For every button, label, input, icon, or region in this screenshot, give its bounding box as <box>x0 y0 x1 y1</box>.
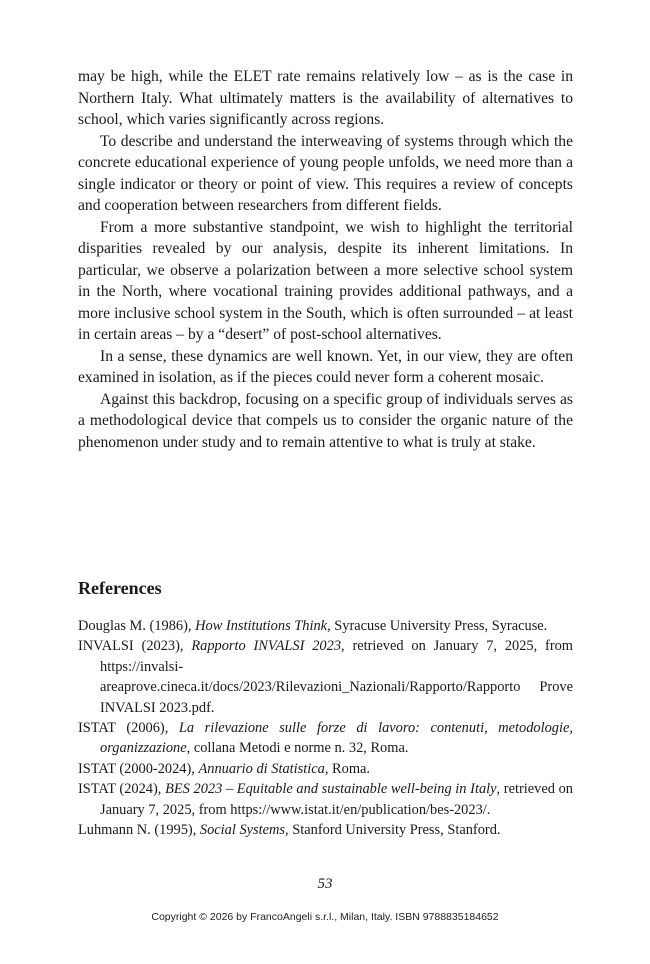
reference-title: BES 2023 – Equitable and sustainable well-being in Italy <box>165 781 497 798</box>
copyright-notice: Copyright © 2026 by FrancoAngeli s.r.l., Milan, Italy. ISBN 9788835184652 <box>151 911 499 923</box>
reference-details: , Syracuse University Press, Syracuse. <box>327 618 548 634</box>
paragraph: Against this backdrop, focusing on a specific group of individuals serves as a methodological device that compels us to consider the organic nature of the phenomenon under study and to remain attentive to what is truly at stake. <box>78 390 573 451</box>
page-number: 53 <box>317 876 333 892</box>
reference-details: , retrieved on January 7, 2025, from https://invalsi-areaprove.cineca.it/docs/2023/Rilevazioni_Nazionali/Rapporto/Rapporto Prove INVALSI 2023.pdf. <box>100 638 574 716</box>
reference-title: Social Systems <box>199 822 286 839</box>
reference-item <box>78 718 573 759</box>
reference-author: Luhmann N. (1995), <box>78 822 200 839</box>
reference-item <box>78 779 573 820</box>
reference-author: ISTAT (2006), <box>78 720 179 737</box>
reference-item <box>78 636 573 718</box>
reference-item <box>78 616 573 636</box>
references-list <box>78 616 573 840</box>
references-heading: References <box>78 578 162 598</box>
reference-item <box>78 820 573 840</box>
reference-details: , collana Metodi e norme n. 32, Roma. <box>186 740 409 757</box>
reference-author: Douglas M. (1986), <box>78 618 196 634</box>
reference-details: , retrieved on January 7, 2025, from https://www.istat.it/en/publication/bes-2023/. <box>100 781 573 818</box>
reference-title: Rapporto INVALSI 2023 <box>191 638 342 655</box>
paragraph: To describe and understand the interweaving of systems through which the concrete educational experience of young people unfolds, we need more than a single indicator or theory or point of view. This requires a review of concepts and cooperation between researchers from different fields. <box>78 132 573 214</box>
reference-item <box>78 759 573 779</box>
reference-author: ISTAT (2024), <box>78 781 166 798</box>
reference-author: ISTAT (2000-2024), <box>78 760 199 777</box>
reference-author: INVALSI (2023), <box>78 638 192 655</box>
reference-title: La rilevazione sulle forze di lavoro: contenuti, metodologie, organizzazione <box>100 720 573 757</box>
body-text <box>78 66 573 453</box>
reference-details: , Roma. <box>324 760 370 777</box>
paragraph: In a sense, these dynamics are well known. Yet, in our view, they are often examined in isolation, as if the pieces could never form a coherent mosaic. <box>78 347 573 386</box>
paragraph: From a more substantive standpoint, we wish to highlight the territorial disparities revealed by our analysis, despite its inherent limitations. In particular, we observe a polarization between a more selective school system in the North, where vocational training provides additional pathways, and a more inclusive school system in the South, which is often surrounded – at least in certain areas – by a “desert” of post-school alternatives. <box>78 218 573 343</box>
reference-title: Annuario di Statistica <box>198 760 325 777</box>
reference-title: How Institutions Think <box>195 618 328 634</box>
reference-details: , Stanford University Press, Stanford. <box>285 822 501 839</box>
paragraph: may be high, while the ELET rate remains relatively low – as is the case in Northern Italy. What ultimately matters is the availability of alternatives to school, which varies significantly across regions. <box>78 68 573 128</box>
